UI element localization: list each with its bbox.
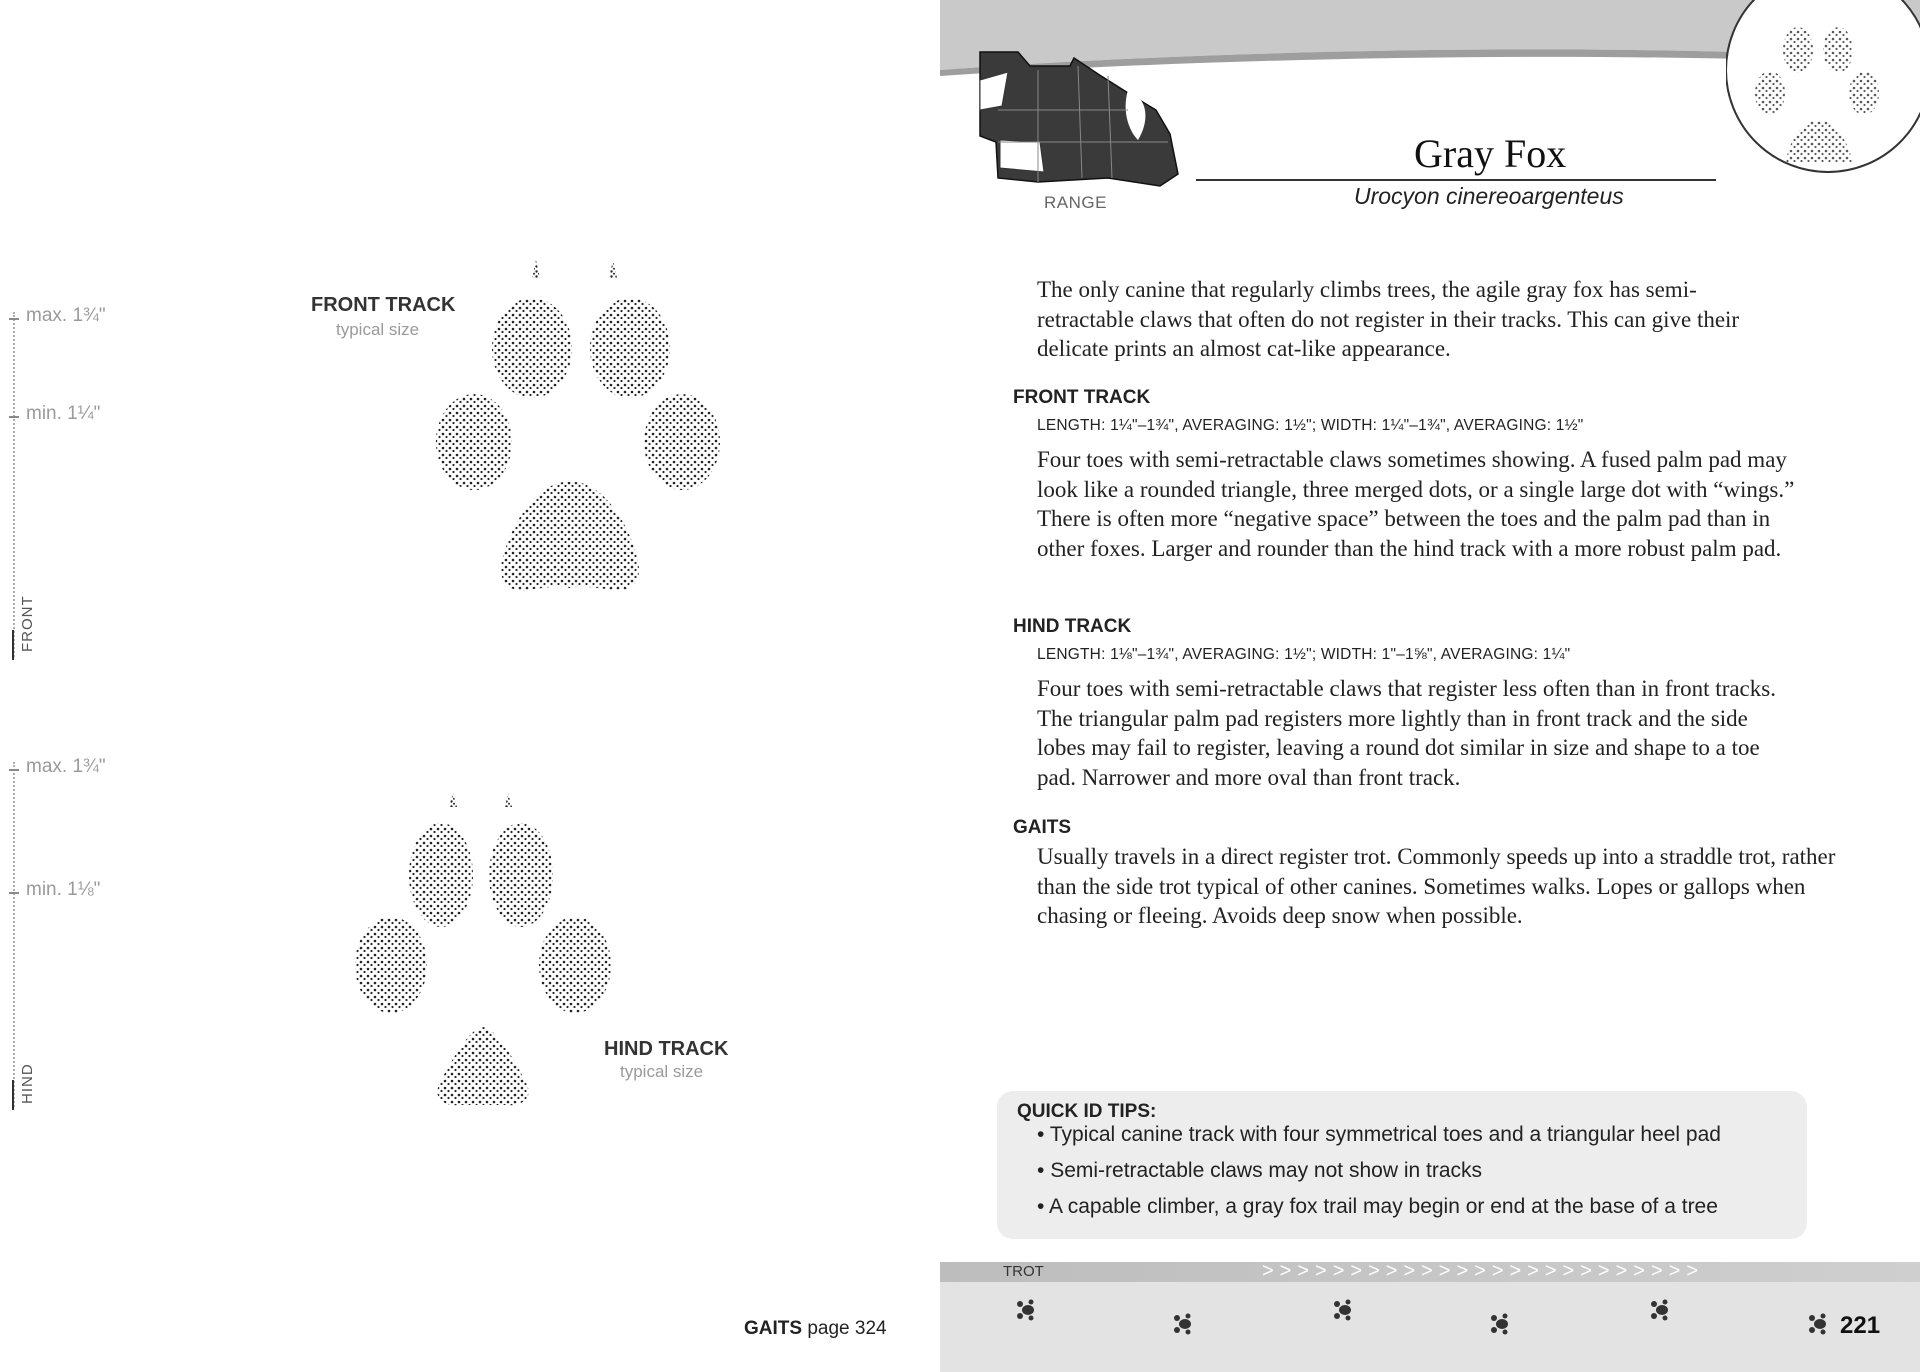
toe-pad [590, 298, 670, 398]
front-min-tick [9, 416, 19, 418]
hind-track-heading: HIND TRACK [1013, 616, 1132, 637]
hind-side-label: HIND [19, 1063, 36, 1104]
front-track-measurements: LENGTH: 1¼"–1¾", AVERAGING: 1½"; WIDTH: 1¼"–1¾", AVERAGING: 1½" [1037, 417, 1584, 434]
trail-print [1017, 1300, 1034, 1321]
hind-size-ruler [13, 762, 15, 1107]
trail-print [1174, 1314, 1191, 1335]
hind-max-label: max. 1¾" [26, 756, 106, 777]
palm-pad [501, 482, 639, 590]
claw-mark [449, 793, 457, 807]
gaits-heading: GAITS [1013, 817, 1072, 838]
title-rule [1196, 179, 1716, 181]
intro-paragraph: The only canine that regularly climbs trees, the agile gray fox has semi-retractable claws that often do not register in their tracks. This can give their delicate prints an almost cat-like appearance. [1037, 277, 1740, 361]
front-size-ruler [13, 312, 15, 657]
front-track-illustration [420, 250, 740, 610]
range-label: RANGE [1044, 193, 1107, 212]
right-page [940, 0, 1920, 1372]
hind-track-measurements: LENGTH: 1⅛"–1¾", AVERAGING: 1½"; WIDTH: 1"–1⅝", AVERAGING: 1¼" [1037, 646, 1571, 663]
hind-min-label: min. 1⅛" [26, 879, 101, 900]
front-track-heading: FRONT TRACK [1013, 387, 1151, 408]
corner-track-icon [1726, 0, 1920, 205]
left-page [0, 0, 940, 1372]
front-ruler-end [12, 630, 14, 660]
front-min-label: min. 1¼" [26, 403, 101, 424]
hind-ruler-end [12, 1080, 14, 1110]
gait-label: TROT [1003, 1263, 1044, 1280]
hind-max-tick [9, 769, 19, 771]
trail-print [1809, 1314, 1826, 1335]
quick-id-tip: • Typical canine track with four symmetrical toes and a triangular heel pad [1037, 1123, 1721, 1146]
species-common-name: Gray Fox [1414, 131, 1567, 176]
hind-track-illustration [345, 785, 625, 1115]
front-track-title: FRONT TRACK [311, 294, 456, 316]
front-max-label: max. 1¾" [26, 305, 106, 326]
trail-print [1491, 1314, 1508, 1335]
toe-pad [355, 917, 427, 1013]
claw-mark [532, 260, 540, 278]
toe-pad [409, 823, 473, 927]
toe-pad [489, 823, 553, 927]
palm-pad [437, 1027, 528, 1105]
toe-pad [539, 917, 611, 1013]
claw-mark [505, 793, 512, 807]
trail-print [1651, 1300, 1668, 1321]
gait-strip [940, 1262, 1920, 1372]
trot-track-sequence [940, 1282, 1920, 1372]
front-side-label: FRONT [19, 595, 36, 652]
quick-id-tip: • Semi-retractable claws may not show in tracks [1037, 1159, 1482, 1182]
front-max-tick [9, 318, 19, 320]
front-track-description: Four toes with semi-retractable claws sometimes showing. A fused palm pad may look like a rounded triangle, three merged dots, or a single large dot with “wings.” There is often more “negative space” between the toes and the palm pad than in other foxes. Larger and rounder than the hind track with a more robust palm pad. [1037, 447, 1795, 561]
gaits-ref-text: page 324 [807, 1318, 887, 1339]
gait-direction-chevrons: >>>>>>>>>>>>>>>>>>>>>>>>> [1262, 1260, 1704, 1282]
hind-track-subtitle: typical size [620, 1062, 704, 1081]
quick-id-tips-box [997, 1091, 1807, 1239]
front-track-subtitle: typical size [336, 320, 420, 339]
toe-pad [436, 394, 512, 490]
gaits-ref-label: GAITS [744, 1318, 803, 1339]
page-number: 221 [1840, 1312, 1881, 1339]
species-scientific-name: Urocyon cinereoargenteus [1354, 183, 1624, 209]
range-map [978, 50, 1183, 190]
toe-pad [492, 298, 572, 398]
claw-mark [609, 260, 617, 278]
quick-id-heading: QUICK ID TIPS: [1017, 1101, 1157, 1122]
toe-pad [644, 394, 720, 490]
hind-min-tick [9, 892, 19, 894]
gaits-description: Usually travels in a direct register trot. Commonly speeds up into a straddle trot, rather than the side trot typical of other canines. Sometimes walks. Lopes or gallops when chasing or fleeing. Avoids deep snow when possible. [1037, 844, 1836, 928]
quick-id-tip: • A capable climber, a gray fox trail may begin or end at the base of a tree [1037, 1195, 1718, 1218]
hind-track-title: HIND TRACK [604, 1038, 729, 1060]
trail-print [1334, 1300, 1351, 1321]
gaits-page-reference[interactable] [744, 1318, 887, 1340]
hind-track-description: Four toes with semi-retractable claws that register less often than in front tracks. The triangular palm pad registers more lightly than in front track and the side lobes may fail to register, leaving a round dot similar in size and shape to a toe pad. Narrower and more oval than front track. [1037, 676, 1776, 790]
